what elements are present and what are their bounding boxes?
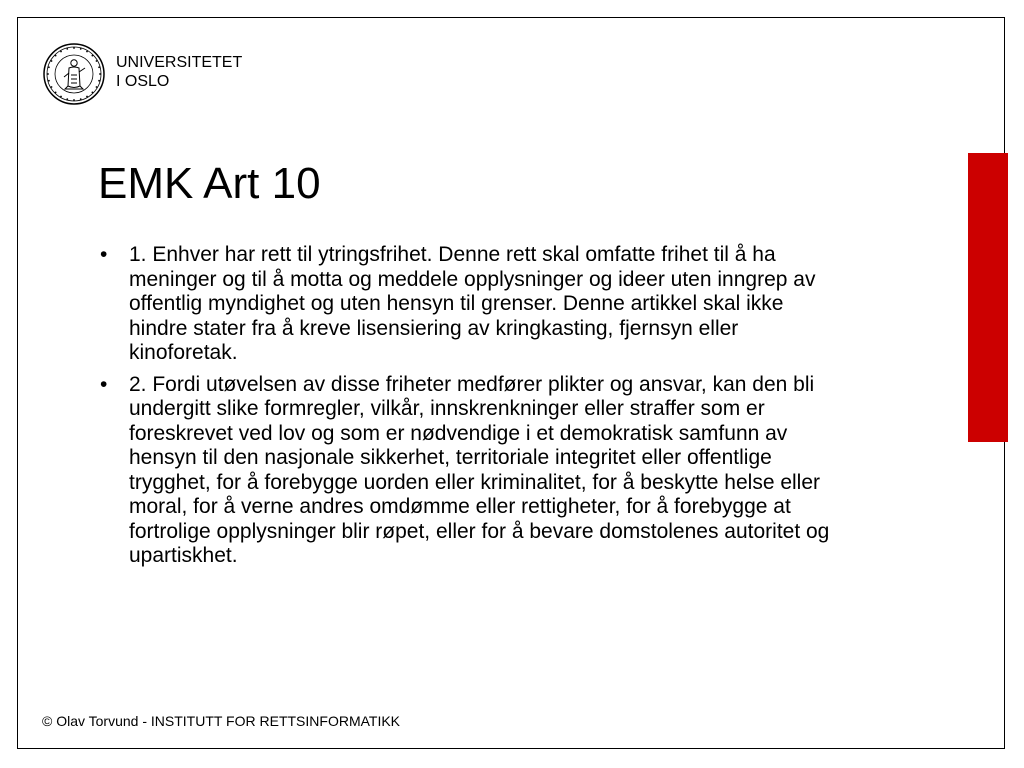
university-name xyxy=(116,53,242,91)
bullet-list xyxy=(100,243,835,576)
university-seal-icon xyxy=(42,42,106,106)
slide-title: EMK Art 10 xyxy=(98,159,321,208)
bullet-dot-icon: • xyxy=(100,372,108,396)
bullet-item-2 xyxy=(100,373,835,569)
bullet-dot-icon: • xyxy=(100,243,108,266)
university-name-line1: UNIVERSITETET xyxy=(116,54,243,71)
bullet-text-1: 1. Enhver har rett til ytringsfrihet. Denne rett skal omfatte frihet til å ha meninger og til å motta og meddele opplysninger og ideer uten inngrep av offentlig myndighet og uten hensyn til grenser. Denne artikkel skal ikke hindre stater fra å kreve lisensiering av kringkasting, fjernsyn eller kinoforetak. xyxy=(129,243,816,364)
bullet-text-2: 2. Fordi utøvelsen av disse friheter medfører plikter og ansvar, kan den bli undergitt slike formregler, vilkår, innskrenkninger eller straffer som er foreskrevet ved lov og som er nødvendige i et demokratisk samfunn av hensyn til den nasjonale sikkerhet, territoriale integritet eller offentlige trygghet, for å forebygge uorden eller kriminalitet, for å beskytte helse eller moral, for å verne andres omdømme eller rettigheter, for å forebygge at fortrolige opplysninger blir røpet, eller for å bevare domstolenes autoritet og upartiskhet. xyxy=(129,372,830,567)
accent-bar xyxy=(968,153,1008,442)
bullet-item-1 xyxy=(100,243,835,366)
university-name-line2: I OSLO xyxy=(116,73,170,90)
footer-text: © Olav Torvund - INSTITUTT FOR RETTSINFORMATIKK xyxy=(42,713,401,729)
